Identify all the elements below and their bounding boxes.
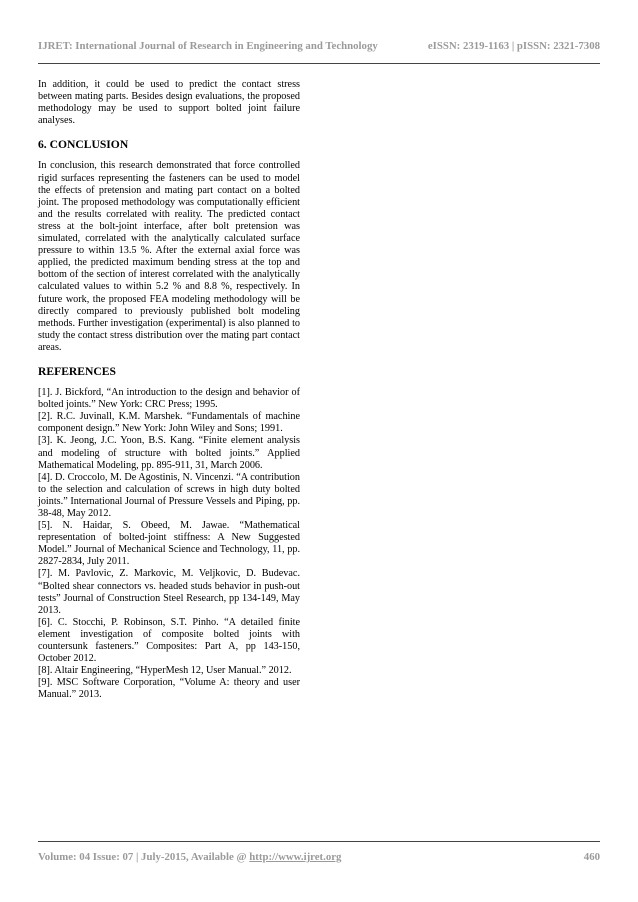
- intro-paragraph: In addition, it could be used to predict the contact stress between mating parts. Besides design evaluations, the proposed methodology may be used to support bolted joint failure analyses.: [38, 79, 300, 127]
- reference-item: [5]. N. Haidar, S. Obeed, M. Jawae. “Mathematical representation of bolted-joint stiffness: A New Suggested Model.” Journal of Mechanical Science and Technology, 11, pp. 2827-2834, July 2011.: [38, 520, 300, 568]
- issn-text: eISSN: 2319-1163 | pISSN: 2321-7308: [427, 40, 600, 52]
- references-heading: REFERENCES: [38, 364, 116, 378]
- conclusion-heading: 6. CONCLUSION: [38, 138, 129, 152]
- page-header: [38, 40, 600, 52]
- reference-item: [2]. R.C. Juvinall, K.M. Marshek. “Fundamentals of machine component design.” New York: John Wiley and Sons; 1991.: [38, 411, 300, 435]
- journal-title: IJRET: International Journal of Research in Engineering and Technology: [38, 40, 378, 52]
- header-divider: [38, 63, 600, 64]
- reference-item: [6]. C. Stocchi, P. Robinson, S.T. Pinho. “A detailed finite element investigation of composite bolted joints with countersunk fasteners.” Composites: Part A, pp 143-150, October 2012.: [38, 616, 300, 665]
- page-footer: [38, 851, 600, 863]
- volume-text: Volume: 04 Issue: 07 | July-2015, Available @: [38, 851, 250, 863]
- references-list: [38, 387, 300, 701]
- reference-item: [1]. J. Bickford, “An introduction to the design and behavior of bolted joints.” New York: CRC Press; 1995.: [38, 387, 300, 411]
- reference-item: [3]. K. Jeong, J.C. Yoon, B.S. Kang. “Finite element analysis and modeling of structure with bolted joints.” Applied Mathematical Modeling, pp. 895-911, 31, March 2006.: [38, 435, 300, 471]
- reference-item: [8]. Altair Engineering, “HyperMesh 12, User Manual.” 2012.: [38, 665, 292, 677]
- reference-item: [4]. D. Croccolo, M. De Agostinis, N. Vincenzi. “A contribution to the selection and calculation of screws in high duty bolted joints.” International Journal of Pressure Vessels and Piping, pp. 38-48, May 2012.: [38, 471, 300, 519]
- reference-item: [9]. MSC Software Corporation, “Volume A: theory and user Manual.” 2013.: [38, 677, 300, 701]
- reference-item: [7]. M. Pavlovic, Z. Markovic, M. Veljkovic, D. Budevac. “Bolted shear connectors vs. headed studs behavior in push-out tests” Journal of Construction Steel Research, pp 134-149, May 2013.: [38, 568, 300, 616]
- footer-divider: [38, 841, 600, 842]
- conclusion-paragraph: In conclusion, this research demonstrated that force controlled rigid surfaces representing the fasteners can be used to model the effects of pretension and mating part contact on a bolted joint. The proposed methodology was computationally efficient and the results correlated with reality. The predicted contact stress at the bolt-joint interface, after bolt pretension was simulated, correlated with the analytically calculated surface pressure to within 13.5 %. After the external axial force was applied, the predicted maximum bending stress at the top and bottom of the section of interest correlated with the analytically calculated values to within 5.2 % and 8.8 %, respectively. In future work, the proposed FEA modeling methodology will be directly compared to previously published bolt modeling methods. Further investigation (experimental) is also planned to study the contact stress distribution over the mating part contact areas.: [38, 160, 300, 353]
- page-number: 460: [583, 851, 600, 863]
- volume-info: [38, 851, 341, 863]
- journal-link[interactable]: http://www.ijret.org: [249, 851, 342, 863]
- left-column: [38, 79, 300, 702]
